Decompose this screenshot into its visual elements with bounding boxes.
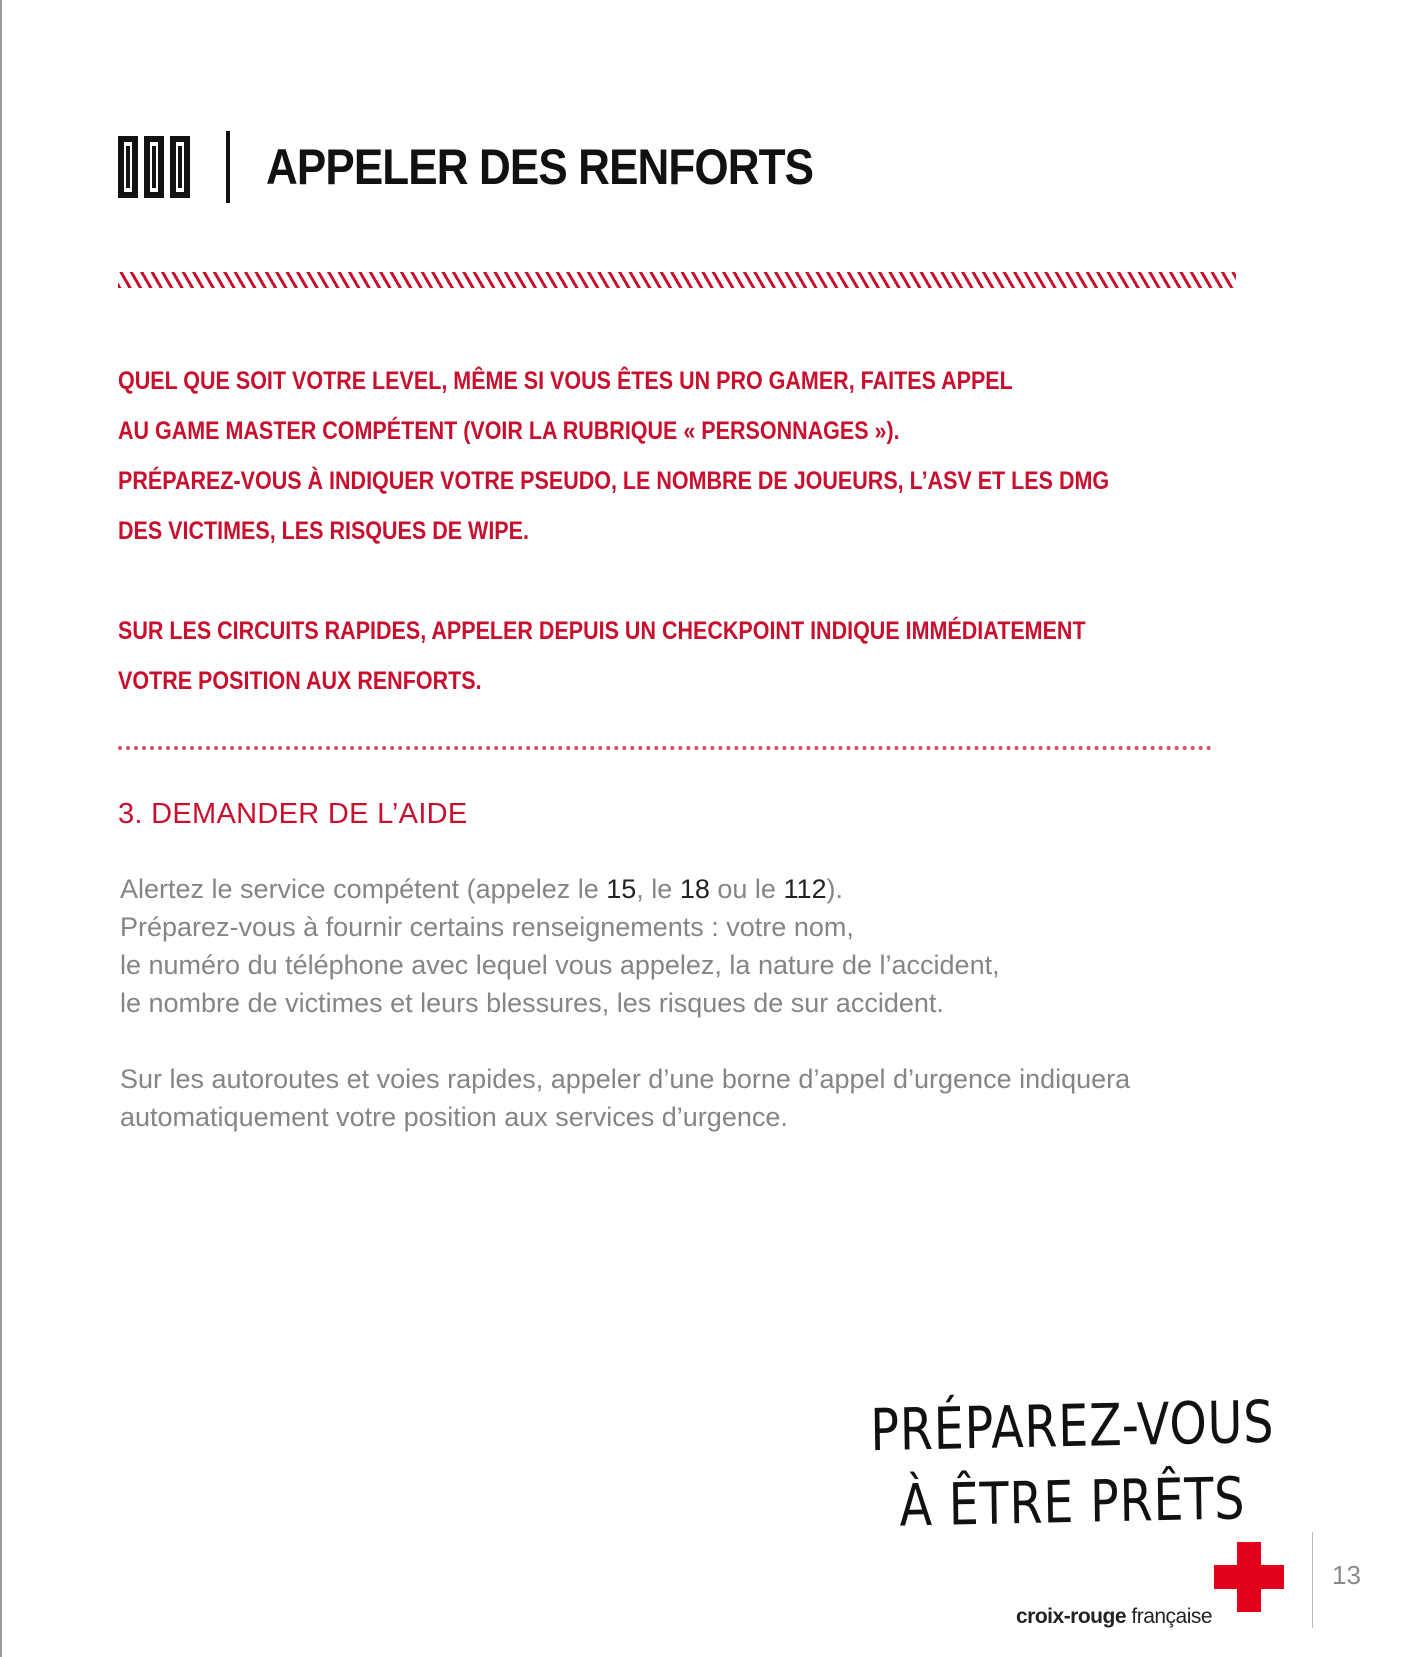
emergency-number: 15 — [606, 874, 637, 904]
body-line: Sur les autoroutes et voies rapides, appeler d’une borne d’appel d’urgence indiquera — [120, 1064, 1131, 1094]
section-body — [120, 870, 1270, 1136]
body-line: le nombre de victimes et leurs blessures, les risques de sur accident. — [120, 988, 944, 1018]
slogan — [826, 1388, 1319, 1540]
intro-line: PRÉPAREZ-VOUS À INDIQUER VOTRE PSEUDO, LE NOMBRE DE JOUEURS, L’ASV ET LES DMG — [118, 467, 1110, 495]
body-line — [120, 870, 1270, 908]
intro-text — [118, 356, 1268, 706]
emergency-number: 112 — [783, 874, 827, 904]
body-text-span: Alertez le service compétent (appelez le — [120, 874, 607, 904]
roman-numeral-three-icon — [118, 136, 190, 198]
page-title: APPELER DES RENFORTS — [266, 139, 814, 195]
body-line: automatiquement votre position aux services d’urgence. — [120, 1102, 788, 1132]
body-line: Préparez-vous à fournir certains renseignements : votre nom, — [120, 912, 854, 942]
intro-line: DES VICTIMES, LES RISQUES DE WIPE. — [118, 517, 529, 545]
intro-line: VOTRE POSITION AUX RENFORTS. — [118, 667, 482, 695]
page-number: 13 — [1332, 1560, 1361, 1590]
page-header — [118, 130, 888, 204]
brand-bold: croix-rouge — [1016, 1605, 1127, 1628]
dotted-divider — [118, 746, 1212, 750]
page-number-separator — [1312, 1532, 1313, 1628]
intro-line: AU GAME MASTER COMPÉTENT (VOIR LA RUBRIQUE « PERSONNAGES »). — [118, 417, 900, 445]
header-separator — [226, 131, 230, 203]
slogan-line: PRÉPAREZ-VOUS — [869, 1387, 1275, 1465]
body-text-span: , le — [636, 874, 680, 904]
intro-line: QUEL QUE SOIT VOTRE LEVEL, MÊME SI VOUS ÊTES UN PRO GAMER, FAITES APPEL — [118, 367, 1013, 395]
slogan-line: À ÊTRE PRÊTS — [898, 1464, 1246, 1540]
red-cross-icon — [1214, 1542, 1284, 1612]
section-title: 3. DEMANDER DE L’AIDE — [118, 798, 468, 830]
intro-line: SUR LES CIRCUITS RAPIDES, APPELER DEPUIS UN CHECKPOINT INDIQUE IMMÉDIATEMENT — [118, 617, 1086, 645]
emergency-number: 18 — [679, 874, 710, 904]
body-line: le numéro du téléphone avec lequel vous appelez, la nature de l’accident, — [120, 950, 1000, 980]
hatched-divider — [118, 272, 1236, 288]
body-text-span: ou le — [709, 874, 784, 904]
page-edge-line — [0, 0, 2, 1657]
brand-name — [1016, 1605, 1212, 1629]
brand-regular: française — [1126, 1605, 1213, 1628]
body-text-span: ). — [826, 874, 843, 904]
